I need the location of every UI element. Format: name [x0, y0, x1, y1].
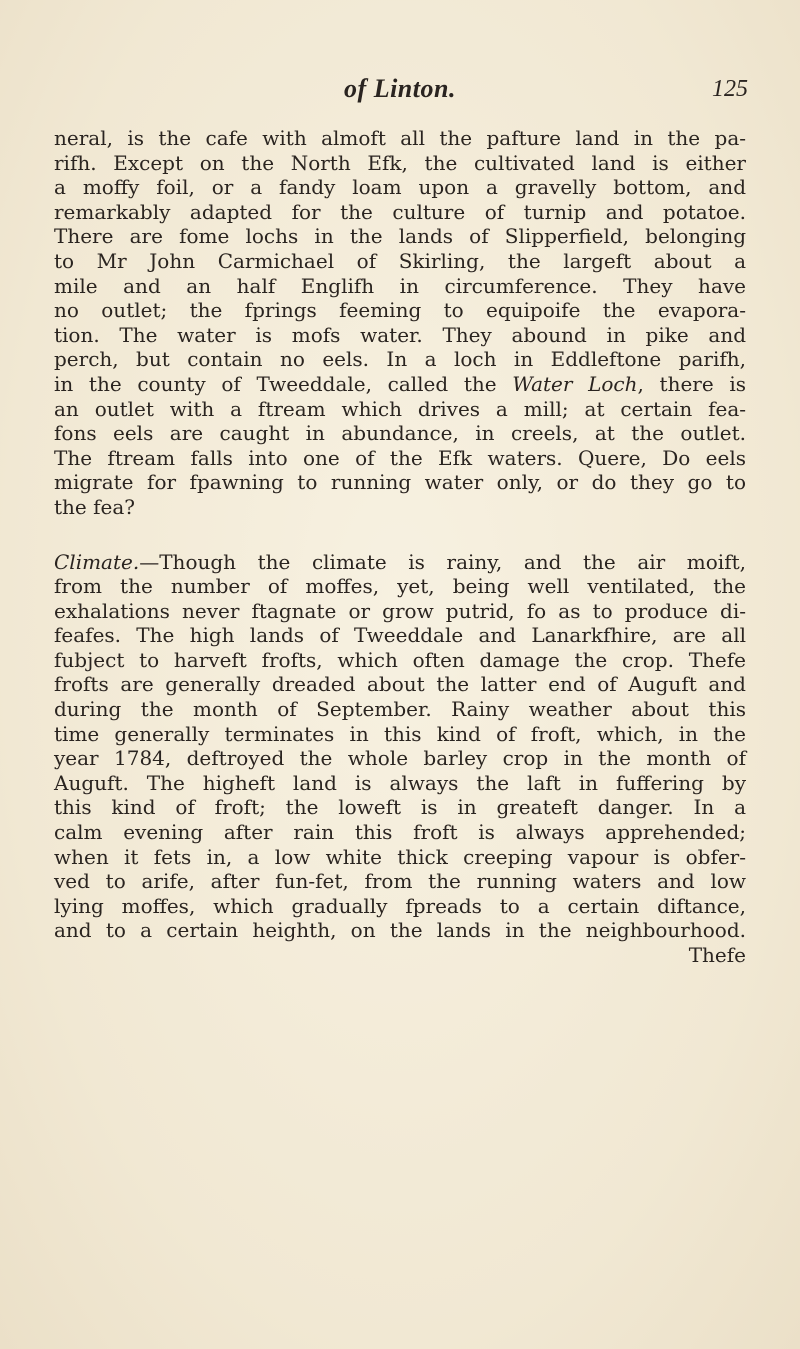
text-line: from the number of moffes, yet, being well ventilated, the: [54, 574, 746, 599]
catchword: Thefe: [688, 943, 746, 967]
text-line: a moffy foil, or a fandy loam upon a gravelly bottom, and: [54, 175, 746, 200]
text-line: neral, is the cafe with almoft all the pafture land in the pa-: [54, 126, 746, 150]
text-line: an outlet with a ftream which drives a mill; at certain fea-: [54, 396, 746, 421]
text-line: tion. The water is mofs water. They abound in pike and: [54, 322, 746, 347]
text-line: during the month of September. Rainy weather about this: [54, 697, 746, 722]
text-line: feafes. The high lands of Tweeddale and Lanarkfhire, are all: [54, 623, 746, 648]
text-line: time generally terminates in this kind of froft, which, in the: [54, 721, 746, 746]
running-title: of Linton.: [344, 74, 456, 103]
text-line: in the county of Tweeddale, called the Water Loch, there is: [54, 371, 746, 396]
text-line: Climate.—Though the climate is rainy, and the air moift,: [54, 549, 746, 574]
text-line: Auguft. The higheft land is always the laft in fuffering by: [54, 770, 746, 795]
text-line: fons eels are caught in abundance, in creels, at the outlet.: [54, 421, 746, 446]
text-line: perch, but contain no eels. In a loch in Eddleftone parifh,: [54, 347, 746, 372]
text-line: frofts are generally dreaded about the latter end of Auguft and: [54, 672, 746, 697]
text-line: the fea?: [54, 494, 135, 519]
paragraph-gap: [54, 520, 746, 550]
text-line: when it fets in, a low white thick creeping vapour is obfer-: [54, 844, 746, 869]
text-line: ved to arife, after fun-fet, from the running waters and low: [54, 869, 746, 894]
page-number: 125: [712, 76, 748, 102]
italic-phrase: Water Loch: [512, 371, 638, 396]
text-line: to Mr John Carmichael of Skirling, the largeft about a: [54, 248, 746, 273]
text-line: There are fome lochs in the lands of Slipperfield, belonging: [54, 224, 746, 249]
body-text: [54, 126, 746, 968]
text-line: this kind of froft; the loweft is in greateft danger. In a: [54, 795, 746, 820]
text-line: year 1784, deftroyed the whole barley crop in the month of: [54, 746, 746, 771]
text-line: remarkably adapted for the culture of turnip and potatoe.: [54, 199, 746, 224]
text-line: mile and an half Englifh in circumference. They have: [54, 273, 746, 298]
text-line: calm evening after rain this froft is always apprehended;: [54, 820, 746, 845]
text-line: and to a certain heighth, on the lands in the neighbourhood.: [54, 918, 746, 943]
text-line: fubject to harveft frofts, which often damage the crop. Thefe: [54, 647, 746, 672]
text-line: no outlet; the fprings feeming to equipoife the evapora-: [54, 298, 746, 323]
running-head: [52, 70, 748, 110]
text-line: migrate for fpawning to running water only, or do they go to: [54, 470, 746, 495]
italic-phrase: Climate.: [54, 549, 140, 574]
text-line: rifh. Except on the North Efk, the cultivated land is either: [54, 150, 746, 175]
text-line: exhalations never ftagnate or grow putrid, fo as to produce di-: [54, 598, 746, 623]
text-line: lying moffes, which gradually fpreads to a certain diftance,: [54, 893, 746, 918]
text-line: The ftream falls into one of the Efk waters. Quere, Do eels: [54, 445, 746, 470]
